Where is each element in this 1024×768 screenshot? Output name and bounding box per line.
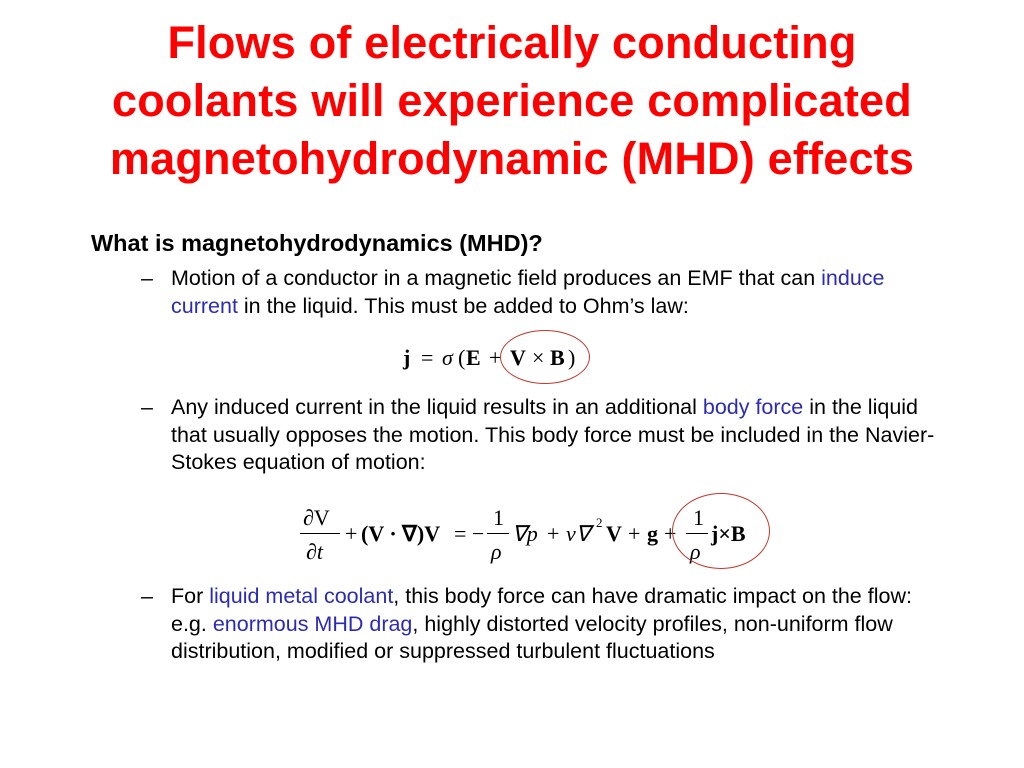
eq-V: V <box>510 345 526 370</box>
ns-gradp: ∇p <box>512 521 538 546</box>
bullet-dash: – <box>141 266 153 290</box>
ns-j-cross-B: j×B <box>711 521 746 546</box>
title-line-1: Flows of electrically conducting <box>167 17 857 68</box>
bullet-text-part: in the liquid that usually opposes the motion. This body force must be included in the Navier-Stokes equation of motion: <box>171 395 935 474</box>
bullet-text <box>171 265 941 320</box>
bullet-text <box>171 583 941 666</box>
highlight-liquid-metal-coolant: liquid metal coolant <box>209 584 394 608</box>
eq-plus: + <box>489 345 502 370</box>
ns-convective: (V · ∇)V <box>361 521 441 546</box>
ns-nu-laplacian: ν∇ <box>566 521 591 546</box>
eq-sigma: σ <box>442 345 453 370</box>
ns-rho2: ρ <box>690 539 701 564</box>
bullet-text-part: , this body force can have dramatic impact on the flow: e.g. <box>171 584 912 636</box>
ns-squared: 2 <box>596 515 603 530</box>
highlight-induce-current: induce current <box>171 266 885 318</box>
eq-equals: = <box>421 345 434 370</box>
ns-one1: 1 <box>493 505 504 530</box>
ns-dV: ∂V <box>303 505 330 530</box>
title-line-2: coolants will experience complicated <box>112 75 912 126</box>
ns-g: g <box>647 521 658 546</box>
bullet-dash: – <box>141 584 153 608</box>
bullet-text-part: , highly distorted velocity profiles, non-uniform flow distribution, modified or suppressed turbulent fluctuations <box>171 611 893 663</box>
ns-plus1: + <box>345 521 358 546</box>
bullet-text-part: For <box>171 584 210 608</box>
fraction-bar <box>686 533 708 534</box>
eq-rparen: ) <box>568 345 576 370</box>
eq-j: j <box>403 345 411 370</box>
ns-plus4: + <box>664 521 677 546</box>
highlight-circle <box>500 330 590 384</box>
eq-B: B <box>550 345 565 370</box>
highlight-circle <box>672 493 770 569</box>
eq-times: × <box>532 345 545 370</box>
eq-lparen: ( <box>458 345 466 370</box>
ns-rho1: ρ <box>491 539 502 564</box>
title-line-3: magnetohydrodynamic (MHD) effects <box>109 133 915 184</box>
fraction-bar <box>300 533 340 534</box>
highlight-body-force: body force <box>702 395 804 419</box>
ns-V: V <box>606 521 622 546</box>
bullet-dash: – <box>141 395 153 419</box>
ns-plus2: + <box>547 521 560 546</box>
question-heading: What is magnetohydrodynamics (MHD)? <box>91 230 543 256</box>
eq-E: E <box>466 345 481 370</box>
ns-one2: 1 <box>693 505 704 530</box>
bullet-text-part: in the liquid. This must be added to Ohm’s law: <box>237 293 689 318</box>
bullet-text-part: Motion of a conductor in a magnetic field produces an EMF that can <box>171 266 822 290</box>
highlight-enormous-mhd-drag: enormous MHD drag <box>212 611 413 636</box>
bullet-text <box>171 394 941 477</box>
slide-title <box>0 14 1024 188</box>
bullet-text-part: Any induced current in the liquid results in an additional <box>171 395 703 419</box>
ns-plus3: + <box>628 521 641 546</box>
fraction-bar <box>487 533 509 534</box>
ns-dt: ∂t <box>306 539 323 564</box>
ns-equals: = − <box>454 521 485 546</box>
